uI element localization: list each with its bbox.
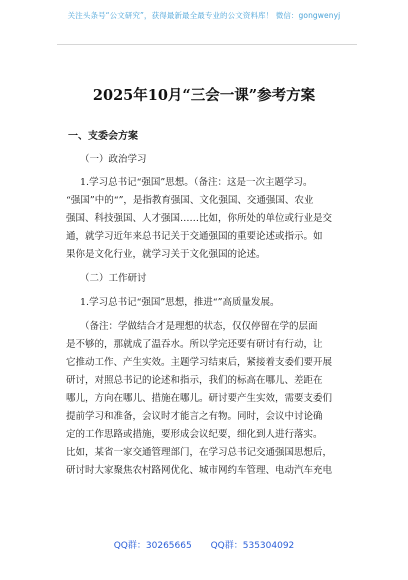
paragraph-line: 通，就学习近年来总书记关于交通强国的重要论述或指示。如 [66, 231, 323, 242]
paragraph-line: 1.学习总书记“强国”思想，推进“”高质量发展。 [80, 297, 280, 308]
paragraph-line: 1.学习总书记“强国”思想。（备注：这是一次主题学习。 [80, 177, 313, 188]
footer-qq-group-1[interactable]: QQ群：30265665 [113, 541, 192, 551]
section-heading: 一、支委会方案 [68, 131, 138, 142]
subsection-heading-political-study: （一）政治学习 [80, 154, 147, 165]
paragraph-line: 研讨时大家聚焦农村路网优化、城市网约车管理、电动汽车充电 [66, 465, 333, 476]
footer-contact [0, 538, 408, 551]
paragraph-line: 果你是文化行业，就学习关于文化强国的论述。 [66, 249, 266, 260]
paragraph-line: 比如，某省一家交通管理部门，在学习总书记交通强国思想后， [66, 447, 333, 458]
header-banner: 关注头条号“公文研究”，获得最新最全最专业的公文资料库！ 微信：gongwenyj [67, 11, 341, 20]
header-divider [57, 44, 357, 45]
paragraph-line: （备注：学做结合才是理想的状态，仅仅停留在学的层面 [80, 321, 318, 332]
document-title: 2025年10月“三会一课”参考方案 [92, 87, 316, 104]
paragraph-line: 是不够的，那就成了温吞水。所以学完还要有研讨有行动，让 [66, 339, 323, 350]
paragraph-line: 它推动工作、产生实效。主题学习结束后，紧接着支委们要开展 [66, 357, 333, 368]
paragraph-line: 定的工作思路或措施，要形成会议纪要，细化到人进行落实。 [66, 429, 323, 440]
paragraph-line: “强国”中的“”，是指教育强国、文化强国、交通强国、农业 [66, 195, 314, 206]
paragraph-line: 提前学习和准备，会议时才能言之有物。同时，会议中讨论确 [66, 411, 323, 422]
paragraph-line: 哪儿，方向在哪儿、措施在哪儿。研讨要产生实效，需要支委们 [66, 393, 333, 404]
paragraph-line: 强国、科技强国、人才强国……比如，你所处的单位或行业是交 [66, 213, 333, 224]
footer-qq-group-2[interactable]: QQ群：535304092 [210, 541, 295, 551]
subsection-heading-work-discussion: （二）工作研讨 [80, 273, 147, 284]
paragraph-line: 研讨，对照总书记的论述和指示，我们的标高在哪儿、差距在 [66, 375, 323, 386]
